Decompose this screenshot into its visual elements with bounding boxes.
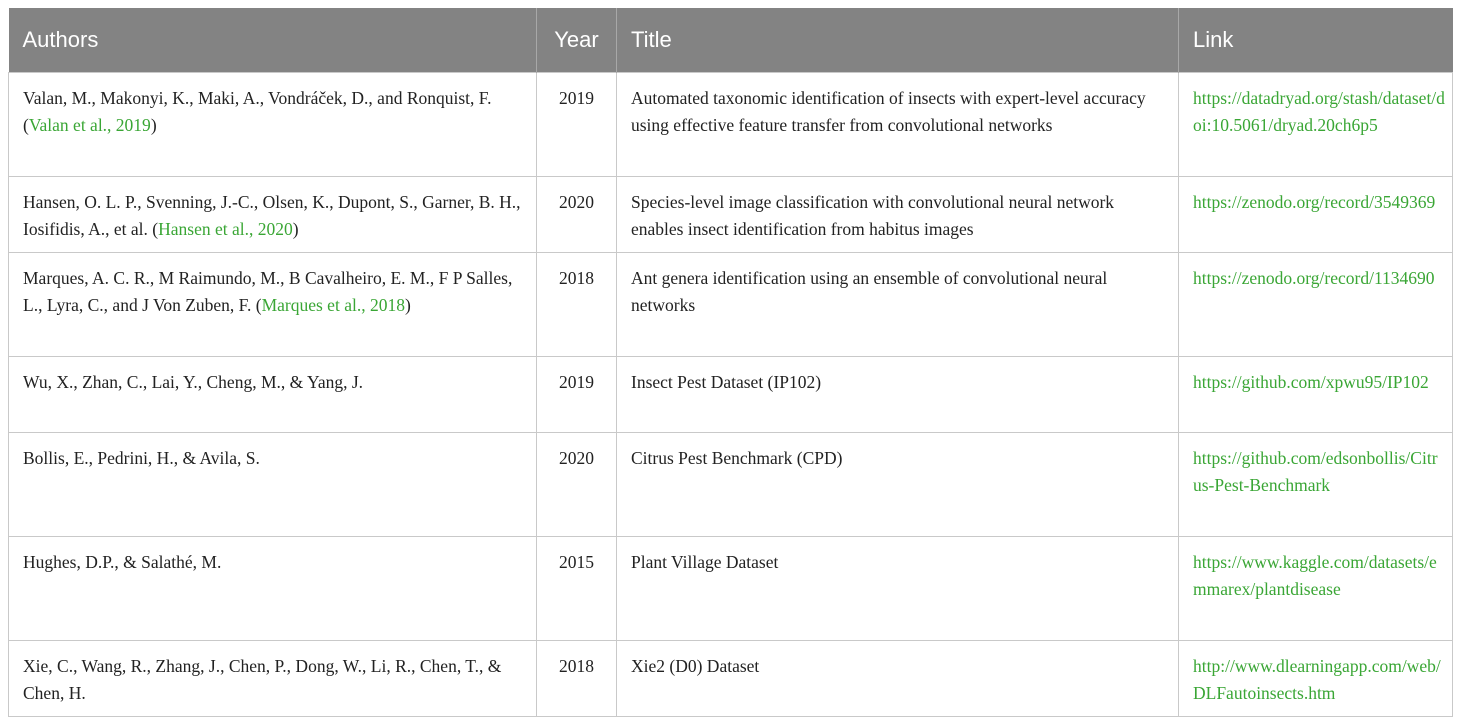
- table-row: [9, 176, 1453, 252]
- year-cell: 2018: [537, 640, 617, 716]
- title-cell: Insect Pest Dataset (IP102): [617, 356, 1179, 432]
- dataset-link[interactable]: https://github.com/edsonbollis/Citrus-Pest-Benchmark: [1193, 447, 1438, 495]
- dataset-link[interactable]: https://zenodo.org/record/1134690: [1193, 267, 1435, 288]
- title-cell: Automated taxonomic identification of insects with expert-level accuracy using effective feature transfer from convolutional networks: [617, 72, 1179, 176]
- table-row: [9, 356, 1453, 432]
- authors-cell: Marques, A. C. R., M Raimundo, M., B Cavalheiro, E. M., F P Salles, L., Lyra, C., and J Von Zuben, F. (Marques et al., 2018): [9, 252, 537, 356]
- year-cell: 2020: [537, 176, 617, 252]
- datasets-table: [8, 8, 1453, 717]
- table-row: [9, 640, 1453, 716]
- column-header-authors: Authors: [9, 8, 537, 72]
- authors-cell: Hughes, D.P., & Salathé, M.: [9, 536, 537, 640]
- dataset-link[interactable]: http://www.dlearningapp.com/web/DLFautoinsects.htm: [1193, 655, 1441, 703]
- link-cell: [1179, 176, 1453, 252]
- year-cell: 2019: [537, 72, 617, 176]
- title-cell: Citrus Pest Benchmark (CPD): [617, 432, 1179, 536]
- authors-cell: Valan, M., Makonyi, K., Maki, A., Vondráček, D., and Ronquist, F. (Valan et al., 2019): [9, 72, 537, 176]
- dataset-link[interactable]: https://www.kaggle.com/datasets/emmarex/plantdisease: [1193, 551, 1437, 599]
- year-cell: 2019: [537, 356, 617, 432]
- dataset-link[interactable]: https://github.com/xpwu95/IP102: [1193, 371, 1429, 392]
- link-cell: [1179, 536, 1453, 640]
- table-row: [9, 72, 1453, 176]
- year-cell: 2018: [537, 252, 617, 356]
- title-cell: Ant genera identification using an ensemble of convolutional neural networks: [617, 252, 1179, 356]
- authors-cell: Wu, X., Zhan, C., Lai, Y., Cheng, M., & Yang, J.: [9, 356, 537, 432]
- year-cell: 2015: [537, 536, 617, 640]
- citation-link[interactable]: Marques et al., 2018: [261, 295, 405, 315]
- authors-cell: Bollis, E., Pedrini, H., & Avila, S.: [9, 432, 537, 536]
- link-cell: [1179, 72, 1453, 176]
- column-header-link: Link: [1179, 8, 1453, 72]
- column-header-title: Title: [617, 8, 1179, 72]
- table-row: [9, 252, 1453, 356]
- dataset-link[interactable]: https://zenodo.org/record/3549369: [1193, 191, 1436, 212]
- link-cell: [1179, 356, 1453, 432]
- year-cell: 2020: [537, 432, 617, 536]
- authors-cell: Xie, C., Wang, R., Zhang, J., Chen, P., Dong, W., Li, R., Chen, T., & Chen, H.: [9, 640, 537, 716]
- citation-link[interactable]: Hansen et al., 2020: [158, 219, 293, 239]
- column-header-year: Year: [537, 8, 617, 72]
- title-cell: Plant Village Dataset: [617, 536, 1179, 640]
- citation-link[interactable]: Valan et al., 2019: [28, 115, 151, 135]
- table-row: [9, 536, 1453, 640]
- link-cell: [1179, 252, 1453, 356]
- link-cell: [1179, 640, 1453, 716]
- dataset-link[interactable]: https://datadryad.org/stash/dataset/doi:10.5061/dryad.20ch6p5: [1193, 87, 1445, 135]
- title-cell: Xie2 (D0) Dataset: [617, 640, 1179, 716]
- link-cell: [1179, 432, 1453, 536]
- table-header-row: [9, 8, 1453, 72]
- authors-cell: Hansen, O. L. P., Svenning, J.-C., Olsen, K., Dupont, S., Garner, B. H., Iosifidis, A., et al. (Hansen et al., 2020): [9, 176, 537, 252]
- table-row: [9, 432, 1453, 536]
- title-cell: Species-level image classification with convolutional neural network enables insect identification from habitus images: [617, 176, 1179, 252]
